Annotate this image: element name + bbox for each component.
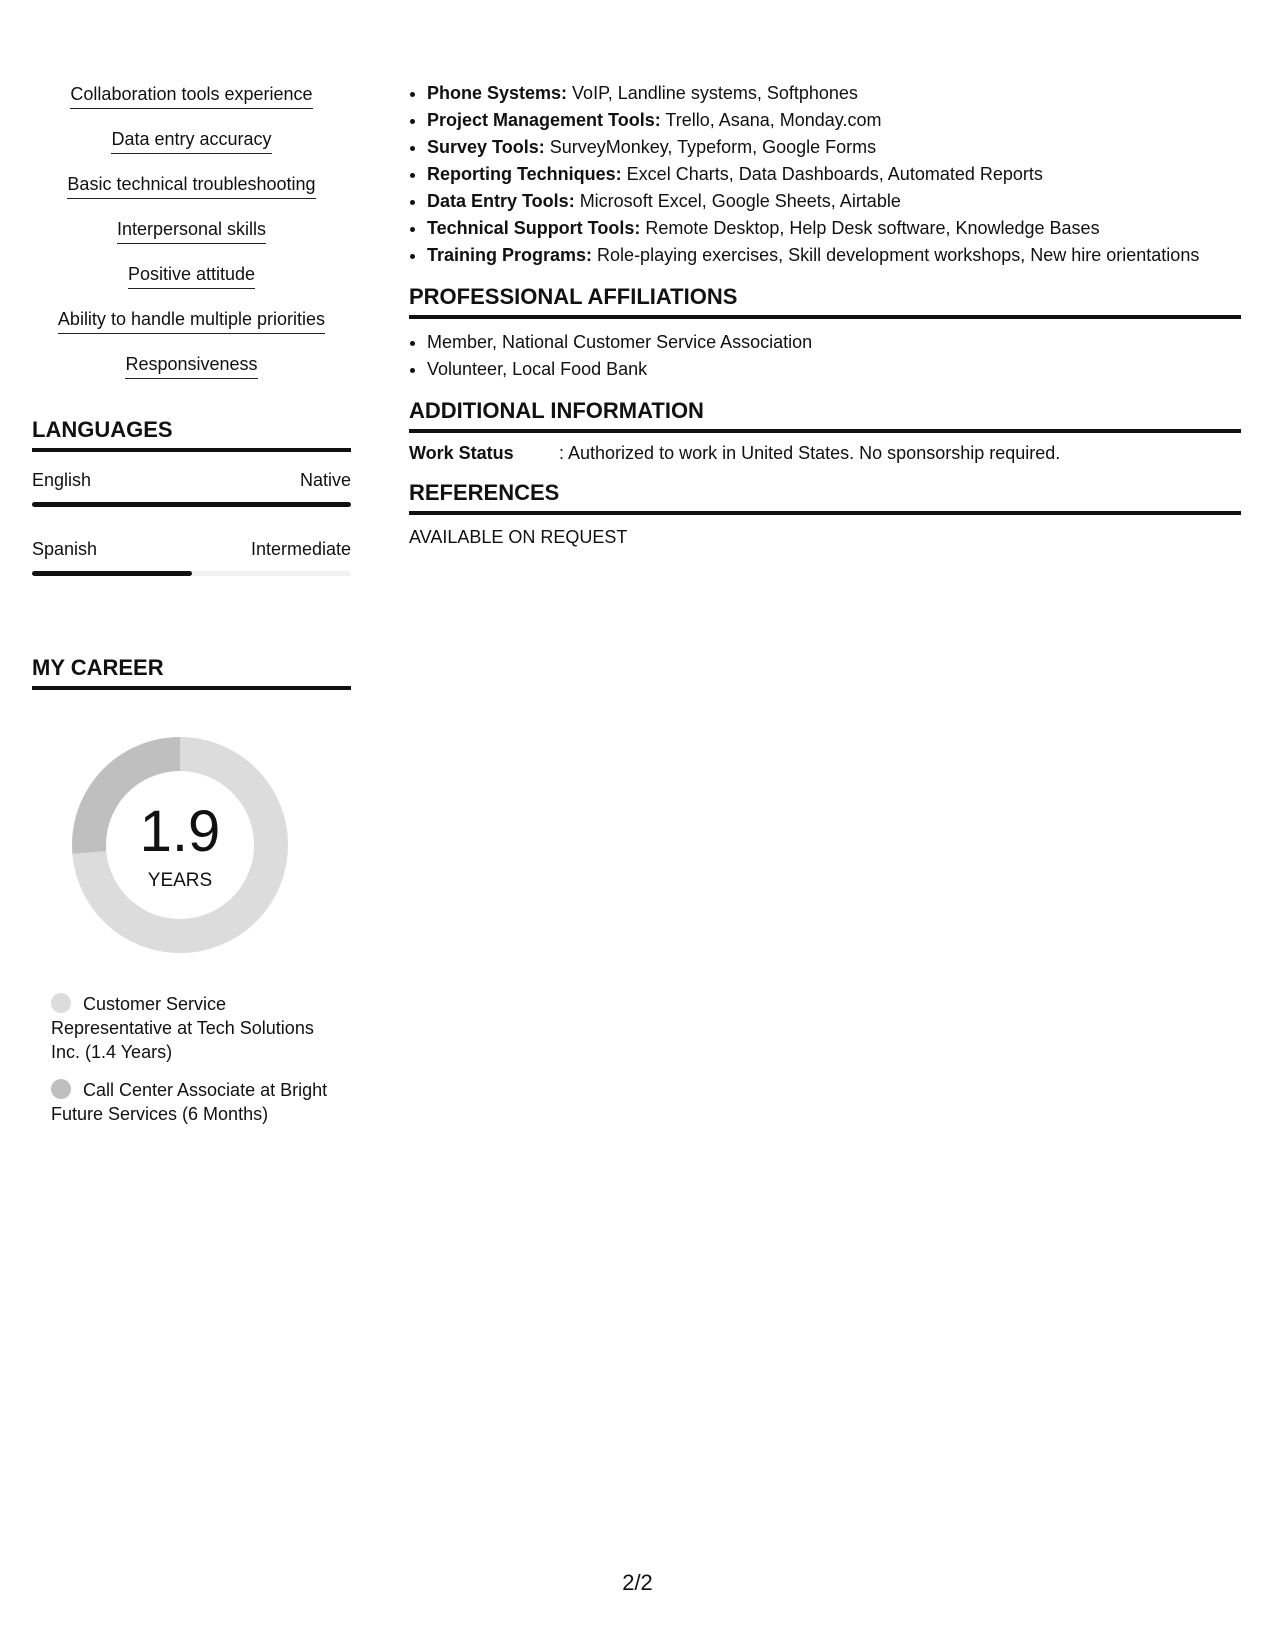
affiliations-section	[409, 283, 1241, 383]
career-total-unit: YEARS	[147, 870, 213, 891]
language-level: Native	[299, 470, 351, 490]
skill-item: Responsiveness	[32, 352, 351, 380]
references-title: REFERENCES	[409, 479, 1241, 515]
left-column	[32, 82, 351, 1140]
tool-item: • Technical Support Tools: Remote Desktop, Help Desk software, Knowledge Bases	[427, 215, 1241, 242]
language-item	[32, 537, 351, 576]
language-level: Intermediate	[250, 539, 351, 559]
tool-item: • Training Programs: Role-playing exercises, Skill development workshops, New hire orientations	[427, 242, 1241, 269]
skill-item: Data entry accuracy	[32, 127, 351, 155]
career-section	[32, 654, 351, 1126]
affiliation-item: • Volunteer, Local Food Bank	[427, 356, 1241, 383]
skills-list	[32, 82, 351, 380]
language-item	[32, 468, 351, 507]
career-total-number: 1.9	[139, 799, 221, 864]
affiliations-title: PROFESSIONAL AFFILIATIONS	[409, 283, 1241, 319]
skill-item: Ability to handle multiple priorities	[32, 307, 351, 335]
career-donut	[65, 730, 295, 960]
tools-list	[409, 80, 1241, 269]
career-legend-item: Customer Service Representative at Tech Solutions Inc. (1.4 Years)	[51, 994, 314, 1062]
right-column	[409, 80, 1241, 549]
language-name: English	[32, 470, 92, 490]
language-bar	[32, 502, 351, 507]
page-number: 2/2	[622, 1570, 653, 1595]
language-bar	[32, 571, 351, 576]
legend-dot-icon	[51, 993, 71, 1013]
career-title: MY CAREER	[32, 654, 351, 690]
skill-item: Collaboration tools experience	[32, 82, 351, 110]
career-legend-item: Call Center Associate at Bright Future Services (6 Months)	[51, 1080, 328, 1124]
tool-item: • Phone Systems: VoIP, Landline systems, Softphones	[427, 80, 1241, 107]
legend-dot-icon	[51, 1079, 71, 1099]
tool-item: • Data Entry Tools: Microsoft Excel, Google Sheets, Airtable	[427, 188, 1241, 215]
references-section	[409, 479, 1241, 549]
affiliations-list	[409, 329, 1241, 383]
skill-item: Positive attitude	[32, 262, 351, 290]
career-legend	[51, 992, 331, 1126]
additional-title: ADDITIONAL INFORMATION	[409, 397, 1241, 433]
affiliation-item: • Member, National Customer Service Association	[427, 329, 1241, 356]
language-bar-fill	[32, 571, 192, 576]
skill-item: Interpersonal skills	[32, 217, 351, 245]
work-status-row	[409, 441, 1241, 465]
work-status-value: : Authorized to work in United States. No sponsorship required.	[559, 443, 1061, 463]
tool-item: • Reporting Techniques: Excel Charts, Data Dashboards, Automated Reports	[427, 161, 1241, 188]
language-name: Spanish	[32, 539, 98, 559]
skill-item: Basic technical troubleshooting	[32, 172, 351, 200]
work-status-label: Work Status	[409, 443, 514, 463]
languages-title: LANGUAGES	[32, 416, 351, 452]
additional-section	[409, 397, 1241, 465]
language-bar-fill	[32, 502, 351, 507]
tool-item: • Project Management Tools: Trello, Asana, Monday.com	[427, 107, 1241, 134]
references-text: AVAILABLE ON REQUEST	[409, 527, 628, 547]
tool-item: • Survey Tools: SurveyMonkey, Typeform, Google Forms	[427, 134, 1241, 161]
languages-section	[32, 416, 351, 576]
